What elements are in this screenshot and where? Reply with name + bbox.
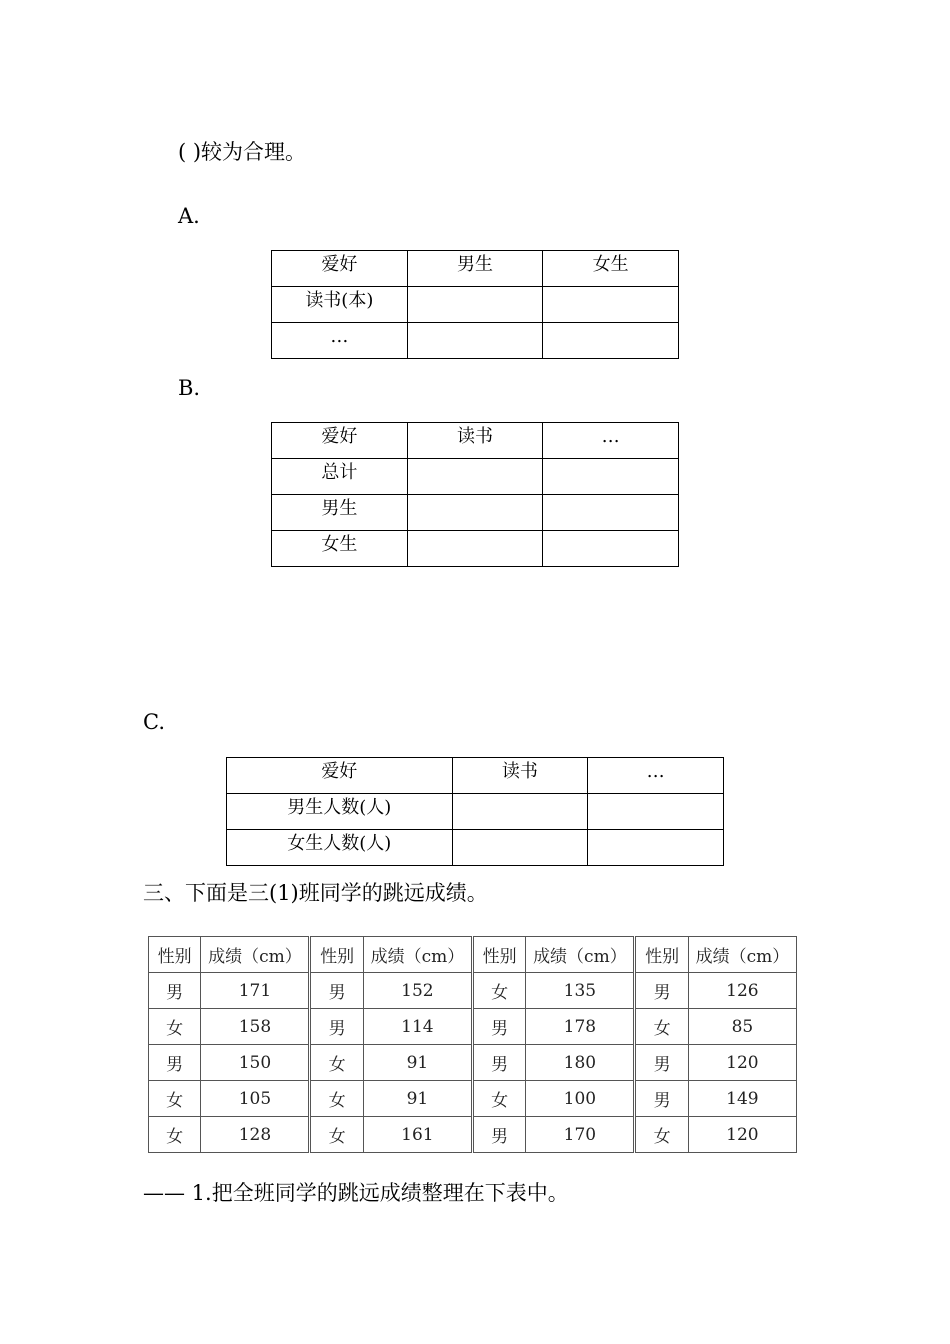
table-cell: 男生 [272, 495, 408, 531]
table-cell: 152 [363, 973, 472, 1009]
table-cell: 女 [149, 1117, 201, 1153]
table-cell [543, 459, 679, 495]
table-cell: 男生人数(人) [227, 794, 453, 830]
table-cell: 女 [472, 1081, 525, 1117]
table-row [149, 1009, 797, 1045]
question-stem: ( )较为合理。 [178, 140, 307, 164]
table-cell: 128 [201, 1117, 310, 1153]
table-cell: 105 [201, 1081, 310, 1117]
table-cell [588, 830, 724, 866]
table-cell [452, 794, 588, 830]
table-cell: 91 [363, 1045, 472, 1081]
table-cell: 180 [526, 1045, 635, 1081]
table-cell: 114 [363, 1009, 472, 1045]
table-row [149, 1045, 797, 1081]
table-cell: 男 [472, 1009, 525, 1045]
table-cell: 女 [149, 1009, 201, 1045]
table-cell [588, 794, 724, 830]
table-cell [407, 287, 543, 323]
table-cell: 女生 [543, 251, 679, 287]
table-cell: 读书 [452, 758, 588, 794]
table-cell: 读书 [407, 423, 543, 459]
table-cell [407, 323, 543, 359]
table-cell: 男 [472, 1117, 525, 1153]
table-cell [543, 287, 679, 323]
header-cell: 成绩（cm） [526, 937, 635, 973]
table-cell: 135 [526, 973, 635, 1009]
header-cell: 性别 [635, 937, 688, 973]
table-cell: 读书(本) [272, 287, 408, 323]
table-cell: 女 [635, 1009, 688, 1045]
table-cell [452, 830, 588, 866]
table-cell: 158 [201, 1009, 310, 1045]
table-cell: 男 [635, 973, 688, 1009]
option-a-label: A. [178, 204, 200, 228]
table-cell: 女 [149, 1081, 201, 1117]
table-cell: 女生人数(人) [227, 830, 453, 866]
table-cell: 171 [201, 973, 310, 1009]
table-cell: 100 [526, 1081, 635, 1117]
table-cell: 女 [635, 1117, 688, 1153]
table-cell: 男 [635, 1081, 688, 1117]
table-cell: … [272, 323, 408, 359]
table-row [149, 1117, 797, 1153]
table-cell: 女 [310, 1117, 363, 1153]
table-cell: 男 [310, 973, 363, 1009]
option-b-table [271, 422, 679, 567]
table-cell: 男 [149, 1045, 201, 1081]
header-cell: 性别 [149, 937, 201, 973]
table-cell: 170 [526, 1117, 635, 1153]
table-cell: 91 [363, 1081, 472, 1117]
option-c-table [226, 757, 724, 866]
table-cell: 126 [688, 973, 796, 1009]
option-a-table [271, 250, 679, 359]
table-row [149, 1081, 797, 1117]
table-cell: 150 [201, 1045, 310, 1081]
table-cell: 85 [688, 1009, 796, 1045]
header-cell: 性别 [472, 937, 525, 973]
table-cell: 女生 [272, 531, 408, 567]
header-cell: 性别 [310, 937, 363, 973]
table-cell: 女 [310, 1045, 363, 1081]
table-cell: 总计 [272, 459, 408, 495]
table-cell: 161 [363, 1117, 472, 1153]
table-cell: 120 [688, 1045, 796, 1081]
table-cell: 爱好 [272, 423, 408, 459]
header-cell: 成绩（cm） [363, 937, 472, 973]
table-cell [543, 531, 679, 567]
table-cell: … [543, 423, 679, 459]
table-row [149, 973, 797, 1009]
table-cell: 女 [310, 1081, 363, 1117]
table-cell: 男生 [407, 251, 543, 287]
question-1: —— 1.把全班同学的跳远成绩整理在下表中。 [143, 1181, 569, 1205]
header-cell: 成绩（cm） [688, 937, 796, 973]
table-cell: 男 [310, 1009, 363, 1045]
table-cell: … [588, 758, 724, 794]
table-cell: 爱好 [272, 251, 408, 287]
table-cell: 男 [635, 1045, 688, 1081]
option-b-label: B. [178, 376, 201, 400]
table-cell: 男 [472, 1045, 525, 1081]
table-cell [543, 495, 679, 531]
header-cell: 成绩（cm） [201, 937, 310, 973]
table-cell: 120 [688, 1117, 796, 1153]
table-cell [543, 323, 679, 359]
scores-table [148, 936, 797, 1153]
table-cell: 爱好 [227, 758, 453, 794]
table-cell: 男 [149, 973, 201, 1009]
section-title: 三、下面是三(1)班同学的跳远成绩。 [143, 881, 488, 905]
table-cell [407, 531, 543, 567]
table-cell: 女 [472, 973, 525, 1009]
table-cell: 178 [526, 1009, 635, 1045]
table-header-row [149, 937, 797, 973]
table-cell: 149 [688, 1081, 796, 1117]
table-cell [407, 459, 543, 495]
option-c-label: C. [143, 710, 165, 734]
table-cell [407, 495, 543, 531]
